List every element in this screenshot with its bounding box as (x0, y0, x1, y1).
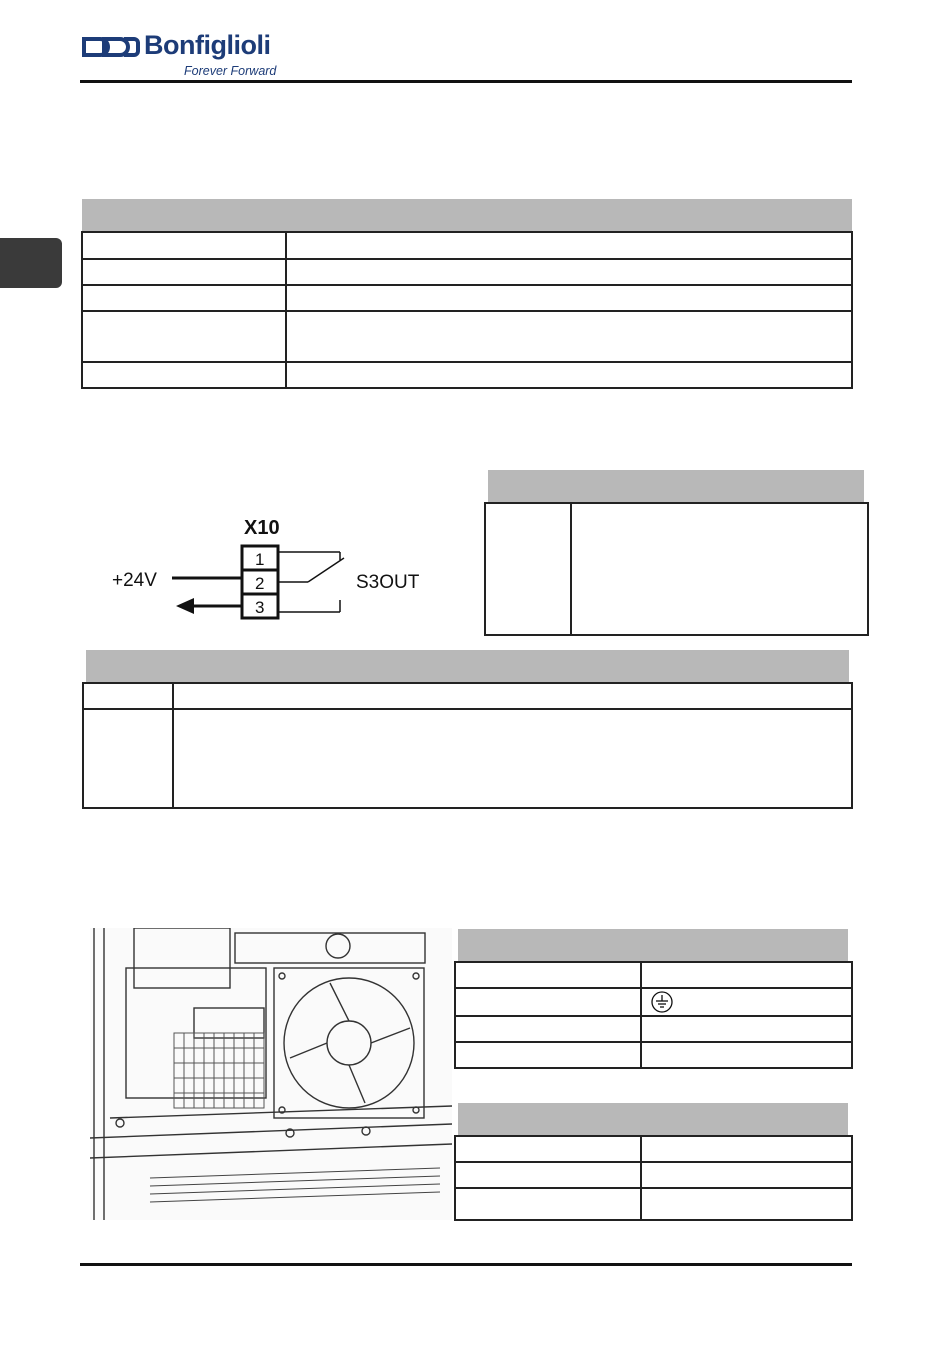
table-row (82, 232, 852, 259)
table-row (455, 1042, 852, 1068)
top-table-header (82, 199, 852, 231)
table-row (455, 1162, 852, 1188)
x10-wiring-diagram (100, 510, 450, 630)
arrow-left-icon (176, 598, 194, 614)
diagram-side-table-header (488, 470, 864, 502)
header-rule (80, 80, 852, 83)
table-row (455, 988, 852, 1016)
table-row (82, 311, 852, 362)
table-row (455, 1016, 852, 1042)
fan-lower-table-header (458, 1103, 848, 1135)
fan-upper-table (454, 961, 853, 1069)
table-row (82, 362, 852, 388)
table-row (485, 503, 868, 635)
table-row (455, 962, 852, 988)
connector-label: X10 (244, 517, 280, 539)
middle-table (82, 682, 853, 809)
table-row (455, 1188, 852, 1220)
fan-lower-table (454, 1135, 853, 1221)
logo-mark-icon (80, 33, 142, 63)
brand-tagline: Forever Forward (184, 64, 277, 78)
table-row (83, 709, 852, 808)
table-row (83, 683, 852, 709)
chapter-side-tab (0, 238, 62, 288)
fan-upper-table-header (458, 929, 848, 961)
table-row (82, 259, 852, 285)
protective-earth-icon (650, 990, 674, 1014)
device-photo (90, 928, 452, 1220)
brand-logo (80, 30, 310, 80)
brand-name: Bonfiglioli (144, 30, 271, 60)
supply-label: +24V (112, 570, 157, 591)
top-table (81, 231, 853, 389)
middle-table-header (86, 650, 849, 682)
diagram-side-table (484, 502, 869, 636)
footer-rule (80, 1263, 852, 1266)
pin-number: 2 (255, 574, 265, 593)
pin-number: 1 (255, 550, 265, 569)
table-row (82, 285, 852, 311)
table-row (455, 1136, 852, 1162)
pin-number: 3 (255, 598, 265, 617)
output-label: S3OUT (356, 572, 420, 593)
